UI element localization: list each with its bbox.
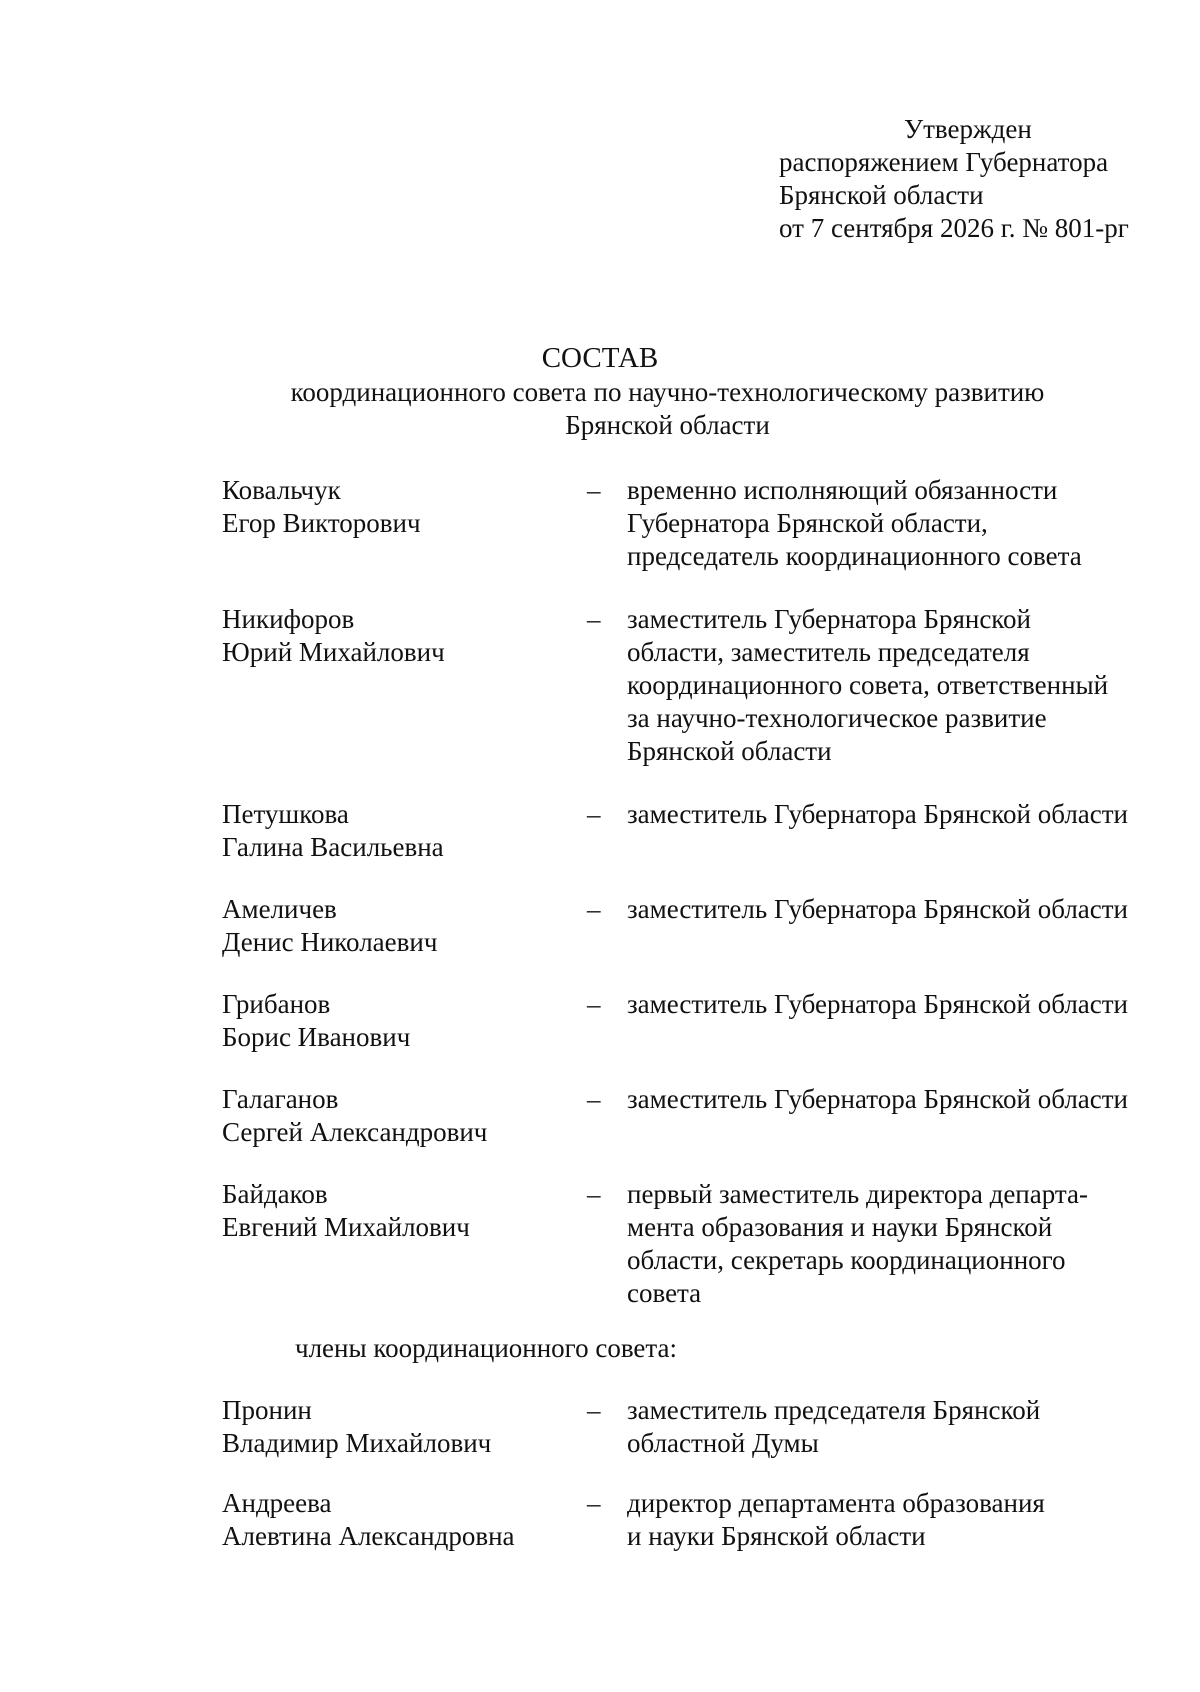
role-line: области, секретарь координационного — [627, 1245, 1066, 1275]
member-entry — [222, 1394, 1182, 1460]
member-surname: Пронин — [222, 1395, 312, 1425]
approval-line: распоряжением Губернатора — [779, 147, 1109, 177]
member-name — [222, 1394, 587, 1460]
role-line: за научно-технологическое развитие — [627, 703, 1047, 733]
dash-separator: – — [587, 604, 601, 634]
role-line: заместитель Губернатора Брянской области — [627, 894, 1129, 924]
role-line: мента образования и науки Брянской — [627, 1212, 1053, 1242]
dash-separator: – — [587, 799, 601, 829]
member-name — [222, 1178, 587, 1244]
member-surname: Петушкова — [222, 799, 349, 829]
member-given-name: Денис Николаевич — [222, 927, 438, 957]
dash-separator: – — [587, 894, 601, 924]
member-entry — [222, 988, 1182, 1054]
member-entry — [222, 893, 1182, 959]
dash-separator: – — [587, 989, 601, 1019]
role-line: первый заместитель директора департа- — [627, 1179, 1088, 1209]
role-line: заместитель Губернатора Брянской — [627, 604, 1031, 634]
member-role — [627, 1394, 1182, 1460]
member-name — [222, 603, 587, 669]
member-given-name: Алевтина Александровна — [222, 1521, 515, 1551]
dash-separator: – — [587, 1179, 601, 1209]
role-line: заместитель Губернатора Брянской области — [627, 1084, 1129, 1114]
member-role — [627, 1487, 1182, 1553]
document-title — [0, 340, 1200, 442]
title-line: координационного совета по научно-технологическому развитию — [290, 377, 1045, 407]
dash-separator: – — [587, 1084, 601, 1114]
role-line: и науки Брянской области — [627, 1521, 926, 1551]
member-given-name: Сергей Александрович — [222, 1117, 488, 1147]
member-entry — [222, 798, 1182, 864]
title-line: Брянской области — [565, 410, 770, 440]
role-line: области, заместитель председателя — [627, 637, 1030, 667]
member-entry — [222, 474, 1182, 573]
member-given-name: Егор Викторович — [222, 508, 421, 538]
approval-line: от 7 сентября 2026 г. № 801-рг — [779, 213, 1129, 243]
member-name — [222, 798, 587, 864]
member-role — [627, 988, 1182, 1021]
member-name — [222, 1083, 587, 1149]
approval-line: Брянской области — [779, 180, 984, 210]
member-name — [222, 988, 587, 1054]
member-given-name: Юрий Михайлович — [222, 637, 445, 667]
member-surname: Байдаков — [222, 1179, 328, 1209]
role-line: директор департамента образования — [627, 1488, 1045, 1518]
role-line: Губернатора Брянской области, — [627, 508, 988, 538]
title-heading: СОСТАВ — [541, 342, 659, 374]
role-line: координационного совета, ответственный — [627, 670, 1109, 700]
members-list — [222, 474, 1182, 1310]
member-given-name: Галина Васильевна — [222, 832, 444, 862]
role-line: областной Думы — [627, 1428, 819, 1458]
member-entry — [222, 1487, 1182, 1553]
member-surname: Амеличев — [222, 894, 337, 924]
member-name — [222, 893, 587, 959]
member-given-name: Владимир Михайлович — [222, 1428, 492, 1458]
council-members-list — [222, 1394, 1182, 1553]
member-entry — [222, 603, 1182, 768]
member-role — [627, 603, 1182, 768]
member-surname: Никифоров — [222, 604, 355, 634]
member-surname: Грибанов — [222, 989, 331, 1019]
member-given-name: Евгений Михайлович — [222, 1212, 470, 1242]
role-line: заместитель председателя Брянской — [627, 1395, 1041, 1425]
member-surname: Ковальчук — [222, 475, 341, 505]
member-name — [222, 474, 587, 540]
member-role — [627, 474, 1182, 573]
section-label: члены координационного совета: — [295, 1333, 678, 1363]
role-line: заместитель Губернатора Брянской области — [627, 799, 1129, 829]
role-line: совета — [627, 1278, 702, 1308]
role-line: временно исполняющий обязанности — [627, 475, 1058, 505]
member-role — [627, 798, 1182, 831]
dash-separator: – — [587, 475, 601, 505]
member-entry — [222, 1083, 1182, 1149]
role-line: Брянской области — [627, 736, 832, 766]
member-surname: Андреева — [222, 1488, 332, 1518]
member-surname: Галаганов — [222, 1084, 339, 1114]
role-line: председатель координационного совета — [627, 541, 1082, 571]
member-role — [627, 1178, 1182, 1310]
member-role — [627, 1083, 1182, 1116]
role-line: заместитель Губернатора Брянской области — [627, 989, 1129, 1019]
member-name — [222, 1487, 587, 1553]
member-role — [627, 893, 1182, 926]
dash-separator: – — [587, 1395, 601, 1425]
member-entry — [222, 1178, 1182, 1310]
approval-line: Утвержден — [904, 114, 1032, 144]
member-given-name: Борис Иванович — [222, 1022, 411, 1052]
dash-separator: – — [587, 1488, 601, 1518]
approval-stamp — [779, 113, 1179, 245]
